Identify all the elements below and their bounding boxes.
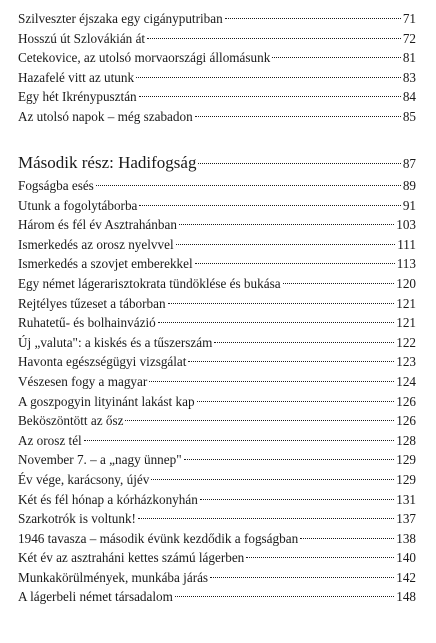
toc-entry: [18, 68, 416, 88]
toc-entry-title: Cetekovice, az utolsó morvaországi állomásunk: [18, 50, 271, 66]
toc-entry-page: 85: [402, 108, 416, 124]
dot-leader: [139, 96, 401, 97]
dot-leader: [197, 401, 395, 402]
toc-entry-title: Utunk a fogolytáborba: [18, 197, 138, 213]
toc-section-part-two: [18, 150, 416, 607]
toc-entry-page: 89: [402, 178, 416, 193]
dot-leader: [188, 361, 394, 362]
toc-entry-page: 140: [396, 550, 416, 566]
toc-entry: [18, 294, 416, 314]
toc-entry: [18, 431, 416, 451]
toc-entry-page: 121: [396, 295, 416, 311]
dot-leader: [300, 538, 394, 539]
toc-entry-page: 122: [396, 334, 416, 350]
toc-entry: [18, 176, 416, 196]
toc-entry: [18, 529, 416, 549]
toc-entry-title: Egy német lágerarisztokrata tündöklése és bukása: [18, 275, 281, 291]
toc-entry-page: 72: [402, 30, 416, 46]
dot-leader: [184, 459, 395, 460]
toc-entry-page: 138: [396, 530, 416, 546]
toc-entry-title: Vészesen fogy a magyar: [18, 373, 148, 389]
toc-entry-title: Ismerkedés a szovjet emberekkel: [18, 256, 193, 272]
toc-entry-page: 124: [396, 373, 416, 389]
dot-leader: [176, 244, 396, 245]
dot-leader: [283, 283, 395, 284]
toc-entry-page: 84: [402, 89, 416, 105]
dot-leader: [200, 499, 394, 500]
dot-leader: [195, 263, 395, 264]
toc-entry-page: 123: [396, 354, 416, 370]
dot-leader: [149, 381, 394, 382]
toc-entry: [18, 470, 416, 490]
toc-entry-title: Szarkotrók is voltunk!: [18, 511, 136, 527]
dot-leader: [225, 18, 401, 19]
toc-entry-title: Új „valuta": a kiskés és a tűszerszám: [18, 334, 213, 350]
dot-leader: [151, 479, 394, 480]
toc-entry-title: Hosszú út Szlovákián át: [18, 30, 146, 46]
toc-entry-page: 103: [396, 217, 416, 233]
toc-entry-title: Év vége, karácsony, újév: [18, 471, 150, 487]
toc-entry-page: 81: [402, 50, 416, 66]
toc-entry-page: 129: [396, 452, 416, 468]
toc-entry-title: Három és fél év Asztrahánban: [18, 217, 177, 233]
toc-entry-page: 71: [402, 11, 416, 26]
toc-entry: [18, 352, 416, 372]
dot-leader: [246, 557, 394, 558]
dot-leader: [210, 577, 394, 578]
toc-entry-title: Egy hét Ikrénypusztán: [18, 89, 137, 105]
toc-entry: [18, 215, 416, 235]
dot-leader: [138, 518, 394, 519]
toc-entry-title: Munkakörülmények, munkába járás: [18, 569, 209, 585]
toc-entry: [18, 587, 416, 607]
toc-entry-title: Fogságba esés: [18, 178, 94, 193]
toc-entry: [18, 490, 416, 510]
toc-entry: [18, 274, 416, 294]
toc-entry-page: 83: [402, 69, 416, 85]
toc-entry-page: 128: [396, 432, 416, 448]
toc-entry-title: Rejtélyes tűzeset a táborban: [18, 295, 166, 311]
toc-entry-title: Havonta egészségügyi vizsgálat: [18, 354, 187, 370]
toc-entry: [18, 372, 416, 392]
toc-entry-title: Ismerkedés az orosz nyelvvel: [18, 236, 174, 252]
toc-entry-page: 137: [396, 511, 416, 527]
toc-entry-page: 131: [396, 491, 416, 507]
dot-leader: [158, 322, 395, 323]
toc-entry: [18, 509, 416, 529]
toc-entry: [18, 313, 416, 333]
toc-entry-title: A lágerbeli német társadalom: [18, 589, 173, 605]
toc-entry: [18, 196, 416, 216]
dot-leader: [214, 342, 394, 343]
toc-entry: [18, 411, 416, 431]
part-heading: [18, 150, 416, 176]
toc-section-part-one: [18, 9, 416, 127]
part-heading-title: Második rész: Hadifogság: [18, 153, 197, 172]
toc-entry-title: Szilveszter éjszaka egy cigányputriban: [18, 11, 223, 26]
toc-entry-page: 113: [396, 256, 416, 272]
dot-leader: [175, 596, 394, 597]
toc-entry-page: 126: [396, 393, 416, 409]
toc-entry-page: 91: [402, 197, 416, 213]
toc-entry: [18, 568, 416, 588]
toc-entry-page: 148: [396, 589, 416, 605]
toc-entry-title: Beköszöntött az ősz: [18, 413, 124, 429]
toc-entry-title: Két és fél hónap a kórházkonyhán: [18, 491, 198, 507]
dot-leader: [272, 57, 400, 58]
toc-entry: [18, 48, 416, 68]
dot-leader: [136, 77, 401, 78]
toc-entry-title: 1946 tavasza – második évünk kezdődik a fogságban: [18, 530, 299, 546]
toc-entry-title: Ruhatetű- és bolhainvázió: [18, 315, 156, 331]
dot-leader: [84, 440, 395, 441]
toc-entry-title: November 7. – a „nagy ünnep": [18, 452, 182, 468]
part-heading-page: 87: [402, 156, 416, 171]
toc-entry-page: 129: [396, 471, 416, 487]
toc-entry-page: 121: [396, 315, 416, 331]
toc-entry-title: Az orosz tél: [18, 432, 82, 448]
dot-leader: [198, 163, 400, 164]
toc-entry: [18, 29, 416, 49]
toc-entry: [18, 333, 416, 353]
toc-entry: [18, 9, 416, 29]
dot-leader: [195, 116, 401, 117]
toc-entry-title: Két év az asztraháni kettes számú lágerben: [18, 550, 245, 566]
toc-entry: [18, 235, 416, 255]
dot-leader: [139, 205, 400, 206]
toc-entry: [18, 450, 416, 470]
toc-entry-page: 111: [397, 236, 416, 252]
dot-leader: [125, 420, 394, 421]
toc-entry-page: 142: [396, 569, 416, 585]
toc-entry-page: 120: [396, 275, 416, 291]
dot-leader: [168, 303, 395, 304]
dot-leader: [96, 185, 401, 186]
toc-entry-title: A goszpogyin lityinánt lakást kap: [18, 393, 195, 409]
toc-entry-title: Az utolsó napok – még szabadon: [18, 108, 193, 124]
toc-entry-title: Hazafelé vitt az utunk: [18, 69, 135, 85]
toc-entry: [18, 87, 416, 107]
toc-entry: [18, 392, 416, 412]
toc-entry: [18, 107, 416, 127]
toc-entry: [18, 548, 416, 568]
dot-leader: [179, 224, 394, 225]
toc-entry-page: 126: [396, 413, 416, 429]
toc-entry: [18, 254, 416, 274]
dot-leader: [147, 38, 401, 39]
